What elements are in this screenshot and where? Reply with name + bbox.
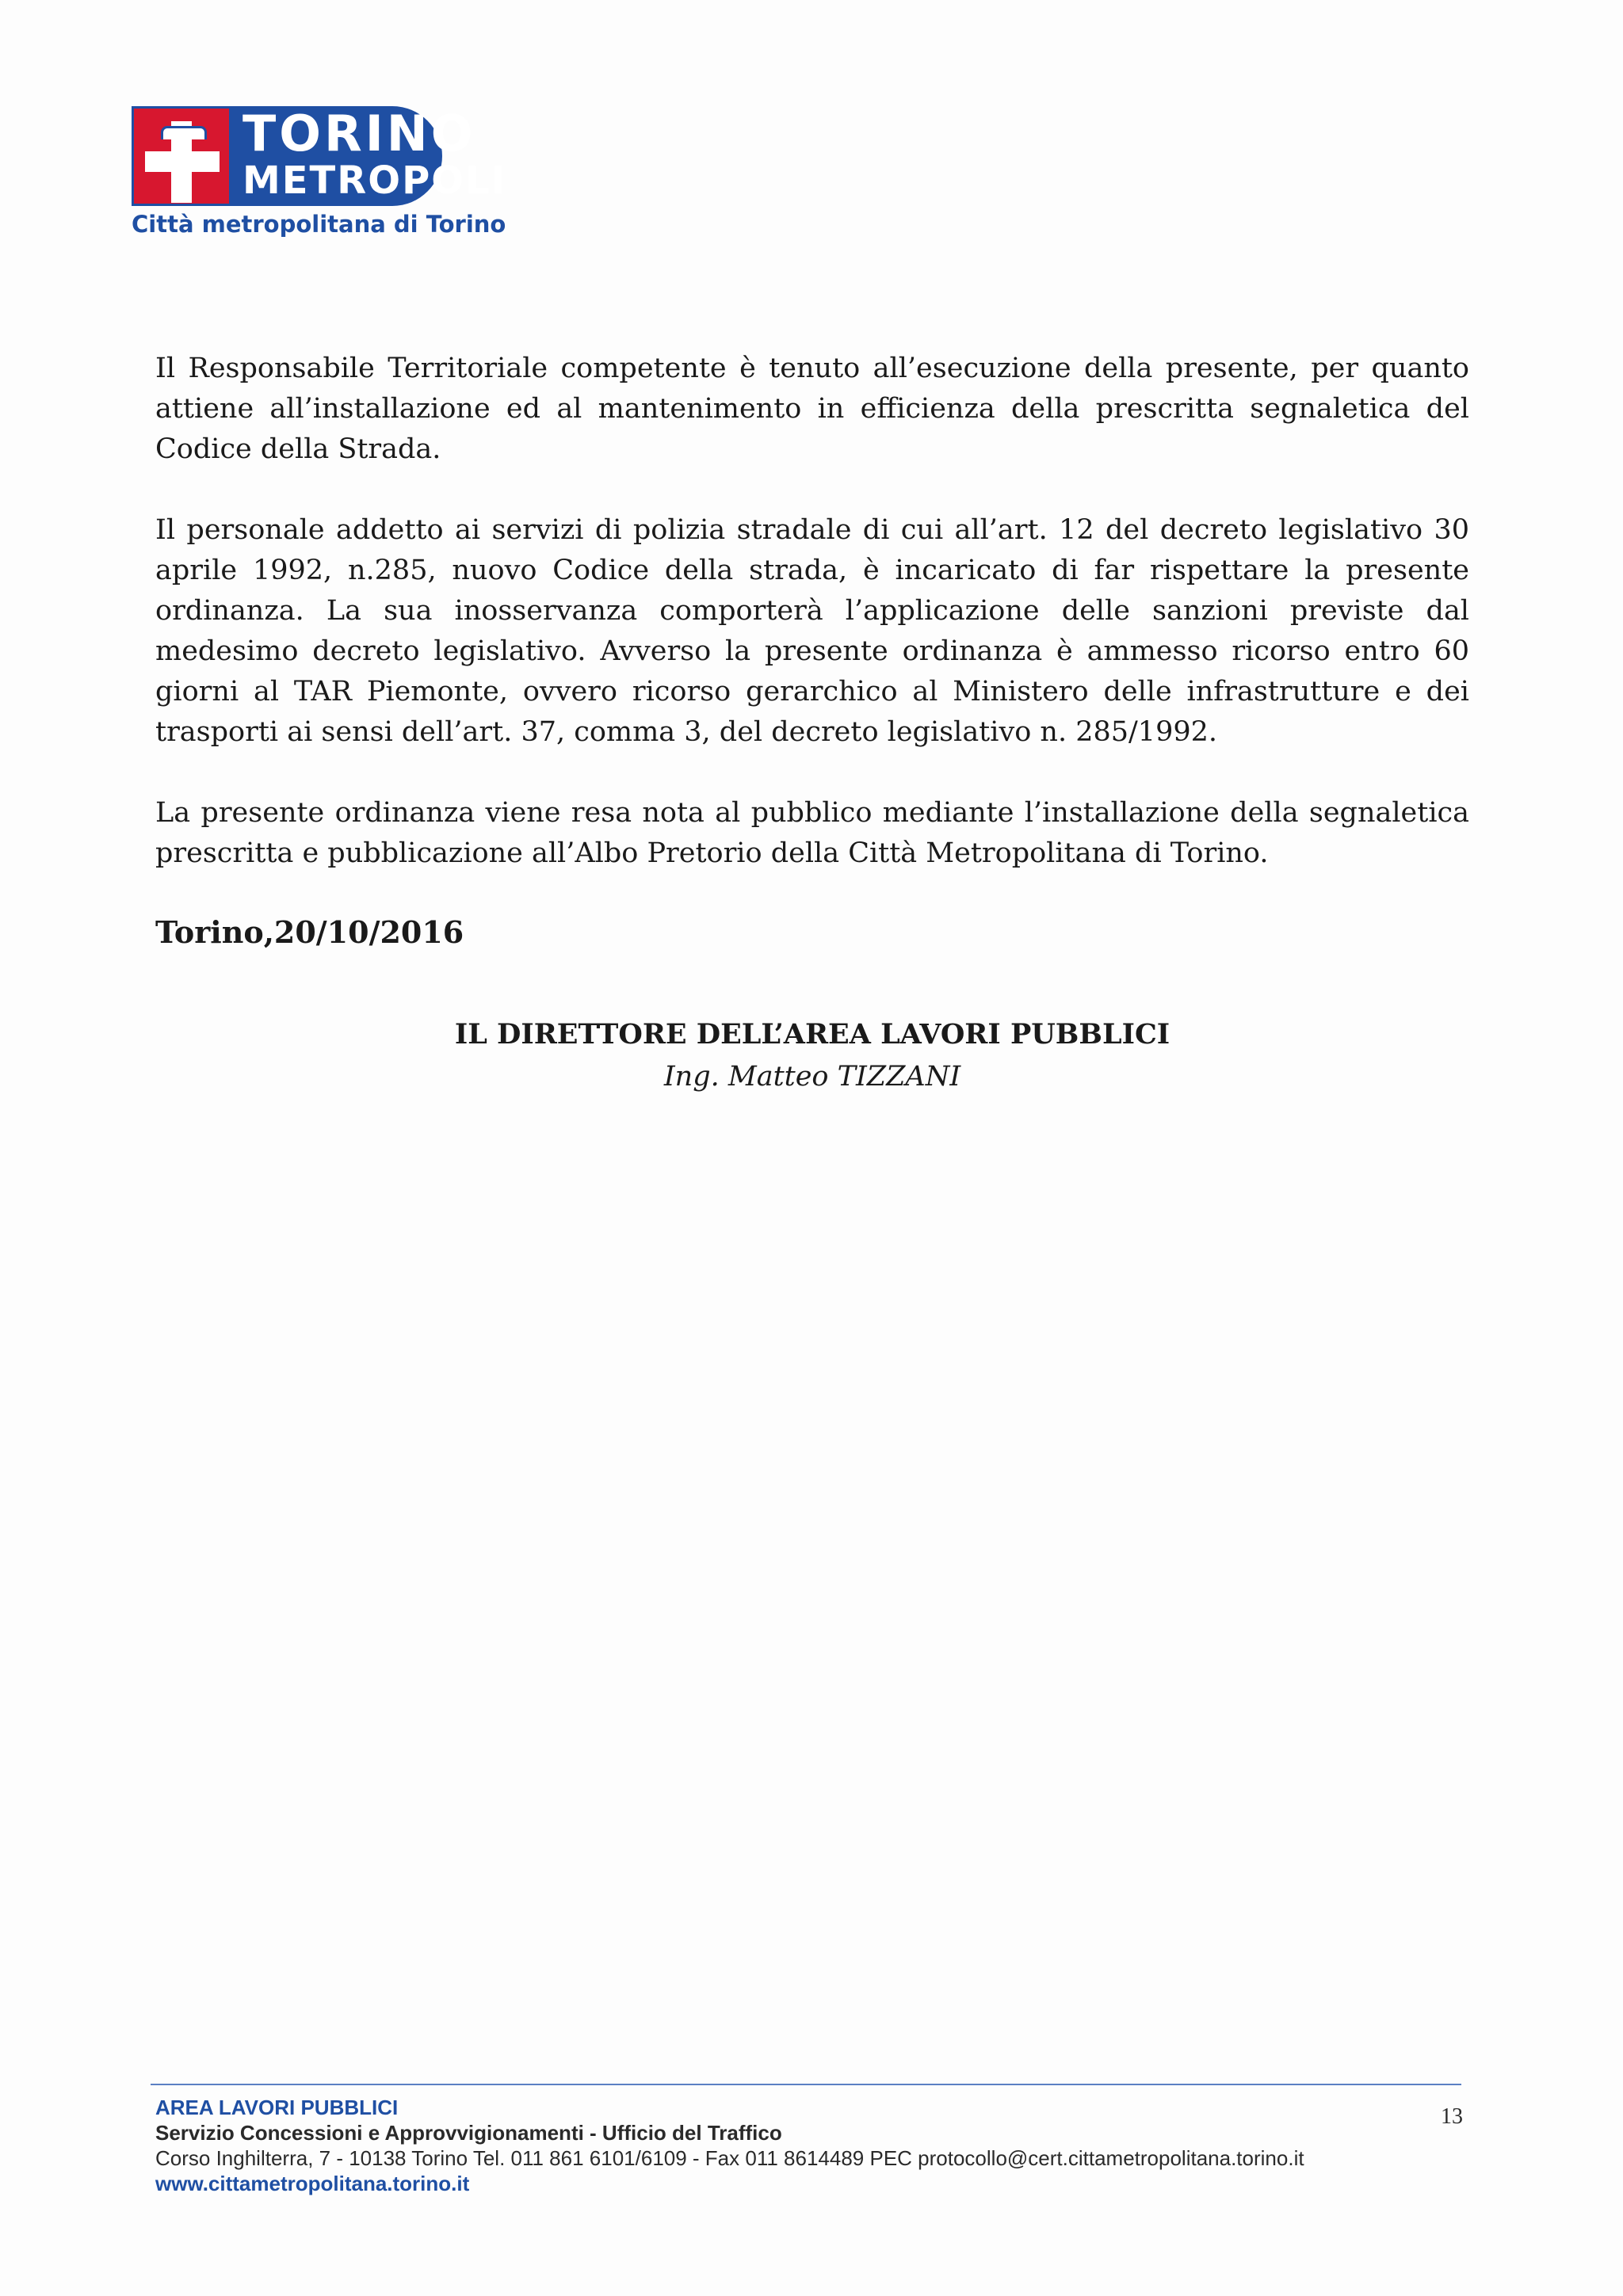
logo-crown-icon <box>161 126 207 139</box>
signature-name: Ing. Matteo TIZZANI <box>663 1061 961 1093</box>
footer-service: Servizio Concessioni e Approvvigionamenti - Ufficio del Traffico <box>155 2121 782 2145</box>
paragraph-responsabile: Il Responsabile Territoriale competente è tenuto all’esecuzione della presente, per quanto attiene all’installazione ed al mantenimento in efficienza della prescritta segnaletica del Codice della Strada. <box>155 353 1469 465</box>
signature-block <box>155 1013 1469 1097</box>
date-line: Torino,20/10/2016 <box>155 914 464 950</box>
torino-metropoli-logo <box>132 105 507 244</box>
footer-website-link[interactable]: www.cittametropolitana.torino.it <box>155 2172 470 2195</box>
footer-area: AREA LAVORI PUBBLICI <box>155 2096 399 2119</box>
paragraph-polizia-stradale: Il personale addetto ai servizi di polizia stradale di cui all’art. 12 del decreto legislativo 30 aprile 1992, n.285, nuovo Codice della strada, è incaricato di far rispettare la presente ordinanza. La sua inosservanza comporterà l’applicazione delle sanzioni previste dal medesimo decreto legislativo. Avverso la presente ordinanza è ammesso ricorso entro 60 giorni al TAR Piemonte, ovvero ricorso gerarchico al Ministero delle infrastrutture e dei trasporti ai sensi dell’art. 37, comma 3, del decreto legislativo n. 285/1992. <box>155 514 1469 748</box>
footer <box>155 2095 1304 2196</box>
logo-subtitle: Città metropolitana di Torino <box>132 211 506 238</box>
paragraph-pubblicazione: La presente ordinanza viene resa nota al pubblico mediante l’installazione della segnaletica prescritta e pubblicazione all’Albo Pretorio della Città Metropolitana di Torino. <box>155 797 1469 869</box>
logo-cross-horizontal <box>145 151 220 172</box>
logo-word-metropoli: METROPOLI <box>242 158 507 203</box>
footer-divider <box>151 2084 1461 2085</box>
logo-red-shield <box>132 106 231 206</box>
footer-address: Corso Inghilterra, 7 - 10138 Torino Tel. 011 861 6101/6109 - Fax 011 8614489 PEC protocollo@cert.cittametropolitana.torino.it <box>155 2146 1304 2170</box>
page-number: 13 <box>1441 2104 1463 2129</box>
logo-word-torino: TORINO <box>242 105 476 162</box>
document-body <box>155 349 1469 1097</box>
signature-title: IL DIRETTORE DELL’AREA LAVORI PUBBLICI <box>454 1018 1170 1051</box>
